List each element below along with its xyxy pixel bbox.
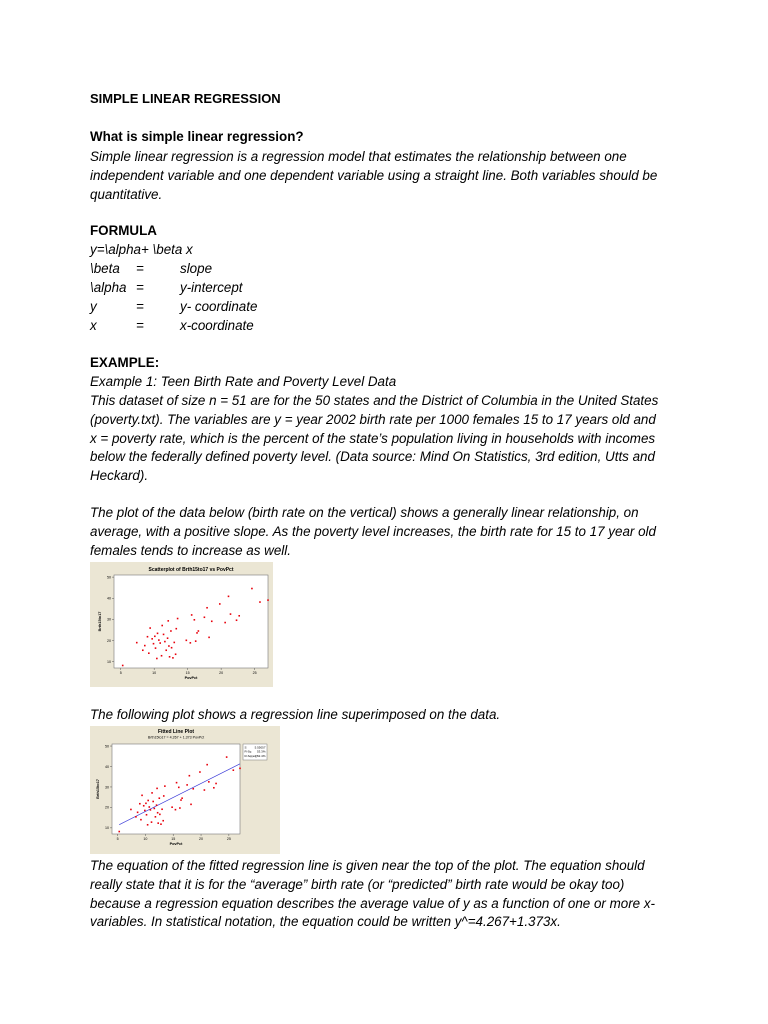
data-point	[199, 771, 201, 773]
data-point	[226, 756, 228, 758]
data-point	[144, 810, 146, 812]
formula-equals: =	[136, 280, 144, 295]
formula-heading: FORMULA	[90, 223, 157, 238]
data-point	[208, 781, 210, 783]
y-tick-label: 10	[107, 659, 111, 664]
data-point	[157, 822, 159, 824]
data-point	[192, 788, 194, 790]
data-point	[148, 652, 150, 654]
data-point	[137, 812, 139, 814]
stats-value: 53.3%	[256, 749, 266, 754]
data-point	[195, 640, 197, 642]
data-point	[206, 764, 208, 766]
fitted-intro-text: The following plot shows a regression line superimposed on the data.	[90, 707, 501, 722]
data-point	[130, 809, 132, 811]
data-point	[145, 803, 147, 805]
data-point	[175, 653, 177, 655]
data-point	[191, 614, 193, 616]
data-point	[150, 809, 152, 811]
data-point	[190, 804, 192, 806]
data-point	[236, 619, 238, 621]
data-point	[206, 607, 208, 609]
y-tick-label: 10	[105, 826, 109, 831]
fitted-line-chart	[90, 726, 280, 854]
description-line: Heckard).	[90, 468, 149, 484]
conclusion-paragraph	[90, 857, 690, 932]
stats-label: R-Sq	[244, 749, 252, 754]
chart-title: Scatterplot of Brth15to17 vs PovPct	[148, 567, 234, 573]
data-point	[159, 642, 161, 644]
scatterplot-figure	[90, 562, 273, 687]
document-title: SIMPLE LINEAR REGRESSION	[90, 91, 281, 106]
chart-title: Fitted Line Plot	[157, 729, 195, 735]
formula-symbol: x	[90, 318, 97, 333]
data-point	[173, 642, 175, 644]
data-point	[136, 642, 138, 644]
data-point	[159, 814, 161, 816]
plot-intro-line: average, with a positive slope. As the poverty level increases, the birth rate for 15 to 17 year old	[90, 523, 656, 539]
stats-label: S	[244, 745, 247, 750]
chart-subtitle: Brth15to17 = 4.267 + 1.373 PovPct	[147, 735, 205, 740]
stats-value: 52.4%	[256, 753, 266, 758]
data-point	[219, 603, 221, 605]
data-point	[251, 588, 253, 590]
question-heading: What is simple linear regression?	[90, 129, 304, 144]
x-tick-label: 5	[116, 837, 119, 841]
data-point	[171, 647, 173, 649]
data-point	[181, 797, 183, 799]
description-line: x = poverty rate, which is the percent of the state’s population living in households with incomes	[90, 430, 656, 446]
definition-line: independent variable and one dependent variable using a straight line. Both variables should be	[90, 167, 658, 183]
data-point	[147, 800, 149, 802]
data-point	[156, 658, 158, 660]
plot-area	[114, 575, 268, 668]
data-point	[189, 775, 191, 777]
data-point	[168, 645, 170, 647]
formula-equals: =	[136, 299, 144, 314]
data-point	[224, 622, 226, 624]
definition-line: quantitative.	[90, 186, 163, 202]
x-tick-label: 15	[185, 671, 190, 675]
data-point	[161, 808, 163, 810]
y-tick-label: 30	[105, 785, 109, 790]
data-point	[208, 637, 210, 639]
data-point	[157, 633, 159, 635]
description-line: (poverty.txt). The variables are y = year 2002 birth rate per 1000 females 15 to 17 years old and	[90, 411, 656, 427]
formula-symbol: y	[90, 299, 97, 314]
data-point	[149, 627, 151, 629]
data-point	[164, 641, 166, 643]
y-tick-label: 20	[107, 638, 111, 643]
data-point	[158, 639, 160, 641]
x-tick-label: 20	[219, 671, 224, 675]
data-point	[167, 620, 169, 622]
plot-area	[112, 744, 240, 834]
data-point	[153, 643, 155, 645]
formula-equals: =	[136, 318, 144, 333]
description-line: below the federally defined poverty level. (Data source: Mind On Statistics, 3rd edition, Utts and	[90, 449, 655, 465]
data-point	[147, 824, 149, 826]
plot-intro-line: The plot of the data below (birth rate on the vertical) shows a generally linear relationship, on	[90, 505, 639, 520]
formula-description: y- coordinate	[180, 299, 258, 314]
data-point	[215, 783, 217, 785]
data-point	[172, 657, 174, 659]
data-point	[143, 805, 145, 807]
data-point	[186, 640, 188, 642]
data-point	[177, 618, 179, 620]
data-point	[165, 649, 167, 651]
definition-paragraph	[90, 148, 690, 204]
y-axis-label: Brth15to17	[96, 779, 100, 799]
data-point	[259, 601, 261, 603]
x-axis-label: PovPct	[169, 842, 183, 846]
y-axis-label: Brth15to17	[98, 611, 102, 632]
data-point	[163, 634, 165, 636]
data-point	[238, 615, 240, 617]
conclusion-line: The equation of the fitted regression line is given near the top of the plot. The equation should	[90, 858, 645, 873]
data-point	[171, 806, 173, 808]
data-point	[151, 821, 153, 823]
formula-symbol: \alpha	[90, 280, 127, 295]
data-point	[162, 820, 164, 822]
data-point	[161, 625, 163, 627]
data-point	[186, 784, 188, 786]
data-point	[140, 819, 142, 821]
x-tick-label: 25	[252, 671, 257, 675]
data-point	[151, 792, 153, 794]
example-description	[90, 392, 690, 486]
data-point	[175, 628, 177, 630]
data-point	[139, 803, 141, 805]
data-point	[155, 816, 157, 818]
x-tick-label: 10	[152, 671, 157, 675]
data-point	[198, 630, 200, 632]
data-point	[180, 799, 182, 801]
formula-description: slope	[180, 261, 213, 276]
formula-equation: y=\alpha+ \beta x	[90, 242, 193, 257]
data-point	[160, 823, 162, 825]
data-point	[164, 785, 166, 787]
data-point	[176, 782, 178, 784]
data-point	[153, 808, 155, 810]
data-point	[204, 789, 206, 791]
data-point	[152, 801, 154, 803]
data-point	[135, 816, 137, 818]
y-tick-label: 50	[105, 744, 109, 749]
x-axis-label: PovPct	[184, 676, 198, 680]
definition-line: Simple linear regression is a regression model that estimates the relationship between one	[90, 149, 627, 164]
formula-description: x-coordinate	[180, 318, 254, 333]
formula-equals: =	[136, 261, 144, 276]
data-point	[122, 665, 124, 667]
data-point	[157, 812, 159, 814]
x-tick-label: 20	[199, 837, 204, 841]
data-point	[239, 768, 241, 770]
data-point	[169, 656, 171, 658]
data-point	[154, 635, 156, 637]
data-point	[147, 636, 149, 638]
y-tick-label: 40	[105, 764, 109, 769]
data-point	[155, 647, 157, 649]
y-tick-label: 20	[105, 805, 109, 810]
scatterplot-chart	[90, 562, 273, 687]
data-point	[148, 806, 150, 808]
data-point	[163, 795, 165, 797]
stats-label: R-Sq(adj)	[244, 753, 258, 758]
x-tick-label: 25	[226, 837, 231, 841]
data-point	[204, 616, 206, 618]
y-tick-label: 30	[107, 617, 111, 622]
data-point	[213, 787, 215, 789]
data-point	[141, 795, 143, 797]
stats-value: 5.55057	[254, 745, 266, 750]
data-point	[151, 638, 153, 640]
plot-intro-paragraph	[90, 504, 690, 560]
data-point	[175, 809, 177, 811]
conclusion-line: variables. In statistical notation, the equation could be written y^=4.267+1.373x.	[90, 914, 561, 930]
data-point	[170, 630, 172, 632]
x-tick-label: 5	[119, 671, 122, 675]
data-point	[233, 769, 235, 771]
data-point	[179, 807, 181, 809]
data-point	[211, 620, 213, 622]
plot-intro-line: females tends to increase as well.	[90, 542, 291, 558]
data-point	[167, 637, 169, 639]
data-point	[156, 804, 158, 806]
data-point	[267, 599, 269, 601]
data-point	[230, 613, 232, 615]
data-point	[194, 619, 196, 621]
data-point	[142, 649, 144, 651]
formula-symbol: \beta	[90, 261, 120, 276]
data-point	[159, 797, 161, 799]
example-subtitle: Example 1: Teen Birth Rate and Poverty Level Data	[90, 374, 397, 389]
formula-description: y-intercept	[180, 280, 243, 295]
data-point	[178, 787, 180, 789]
description-line: This dataset of size n = 51 are for the 50 states and the District of Columbia in the United States	[90, 393, 659, 408]
data-point	[190, 642, 192, 644]
data-point	[156, 788, 158, 790]
y-tick-label: 40	[107, 596, 111, 601]
y-tick-label: 50	[107, 575, 111, 580]
data-point	[146, 814, 148, 816]
data-point	[144, 645, 146, 647]
conclusion-line: because a regression equation describes the average value of y as a function of one or more x-	[90, 895, 655, 911]
x-tick-label: 10	[143, 837, 148, 841]
conclusion-line: really state that it is for the “average” birth rate (or “predicted” birth rate would be okay too)	[90, 876, 625, 892]
data-point	[228, 596, 230, 598]
data-point	[118, 831, 120, 833]
data-point	[161, 655, 163, 657]
data-point	[196, 632, 198, 634]
example-heading: EXAMPLE:	[90, 355, 160, 370]
fitted-line-plot-figure	[90, 726, 280, 854]
x-tick-label: 15	[171, 837, 176, 841]
